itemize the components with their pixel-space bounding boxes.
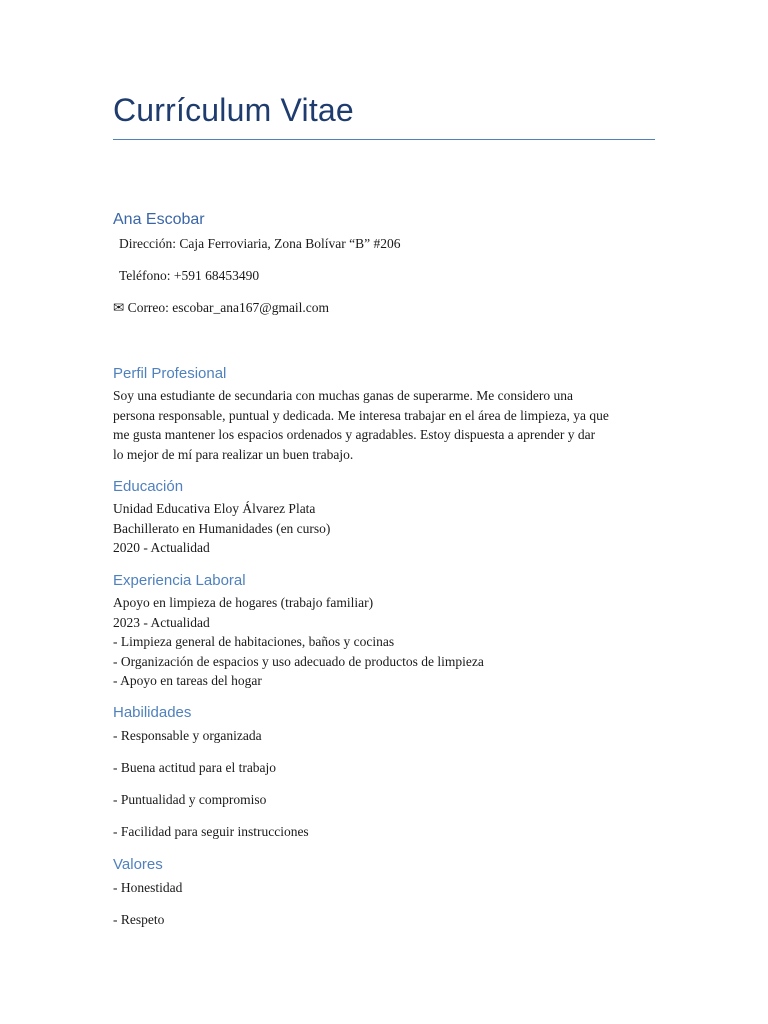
experience-line: - Apoyo en tareas del hogar bbox=[113, 673, 262, 688]
skill-item: - Puntualidad y compromiso bbox=[113, 792, 267, 807]
profile-line: persona responsable, puntual y dedicada. Me interesa trabajar en el área de limpieza, ya que bbox=[113, 407, 609, 423]
value-item: - Respeto bbox=[113, 912, 165, 927]
page-title: Currículum Vitae bbox=[113, 92, 354, 128]
experience-line: - Organización de espacios y uso adecuado de productos de limpieza bbox=[113, 653, 484, 669]
education-line: 2020 - Actualidad bbox=[113, 540, 210, 555]
experience-line: - Limpieza general de habitaciones, baños y cocinas bbox=[113, 634, 395, 649]
address-text: Dirección: Caja Ferroviaria, Zona Bolívar “B” #206 bbox=[119, 236, 401, 251]
values-heading: Valores bbox=[113, 856, 163, 873]
profile-line: Soy una estudiante de secundaria con muchas ganas de superarme. Me considero una bbox=[113, 388, 573, 403]
education-line: Bachillerato en Humanidades (en curso) bbox=[113, 520, 331, 536]
profile-heading: Perfil Profesional bbox=[113, 365, 227, 382]
profile-line: lo mejor de mí para realizar un buen trabajo. bbox=[113, 446, 354, 462]
skill-item: - Facilidad para seguir instrucciones bbox=[113, 824, 309, 839]
experience-heading: Experiencia Laboral bbox=[113, 572, 246, 589]
skill-item: - Buena actitud para el trabajo bbox=[113, 760, 277, 775]
education-line: Unidad Educativa Eloy Álvarez Plata bbox=[113, 501, 316, 516]
candidate-name: Ana Escobar bbox=[113, 211, 205, 228]
value-item: - Honestidad bbox=[113, 880, 183, 895]
education-heading: Educación bbox=[113, 478, 184, 495]
title-divider bbox=[113, 139, 655, 140]
skills-heading: Habilidades bbox=[113, 704, 192, 721]
experience-line: Apoyo en limpieza de hogares (trabajo familiar) bbox=[113, 595, 374, 610]
email-text: ✉ Correo: escobar_ana167@gmail.com bbox=[113, 300, 330, 315]
experience-line: 2023 - Actualidad bbox=[113, 614, 210, 630]
profile-line: me gusta mantener los espacios ordenados y agradables. Estoy dispuesta a aprender y dar bbox=[113, 427, 596, 442]
skill-item: - Responsable y organizada bbox=[113, 728, 262, 743]
phone-text: Teléfono: +591 68453490 bbox=[119, 268, 260, 283]
